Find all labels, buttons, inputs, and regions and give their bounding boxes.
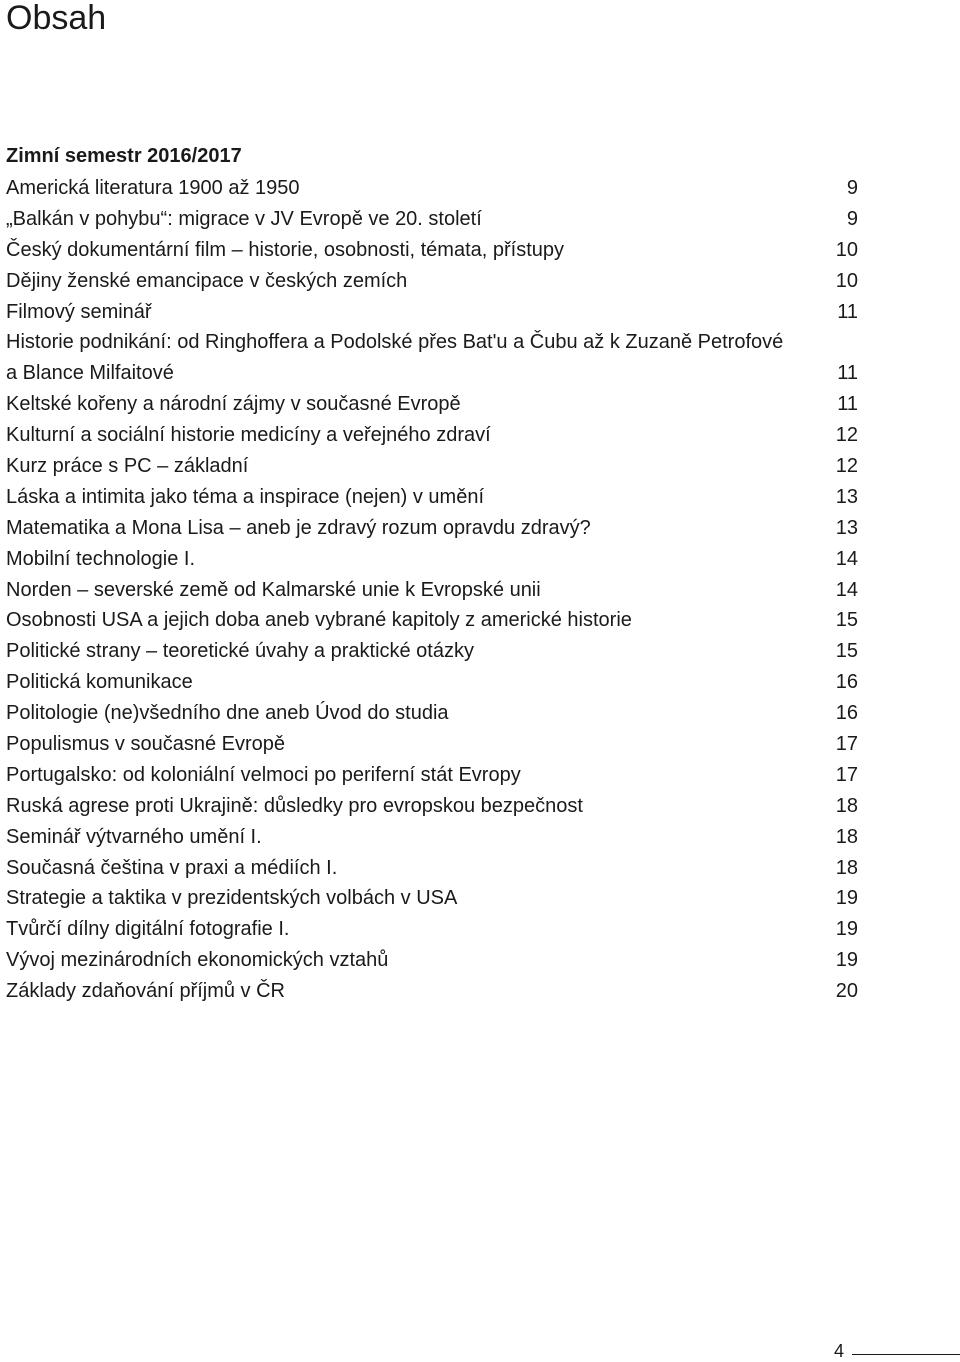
toc-entry-title: Základy zdaňování příjmů v ČR bbox=[6, 980, 286, 1003]
toc-entry[interactable] bbox=[6, 513, 858, 544]
toc-entry-page: 19 bbox=[835, 918, 858, 941]
toc-entry-page: 12 bbox=[835, 455, 858, 478]
toc-entry[interactable] bbox=[6, 945, 858, 976]
semester-heading: Zimní semestr 2016/2017 bbox=[6, 145, 242, 167]
toc-entry-title: Mobilní technologie I. bbox=[6, 547, 196, 570]
toc-entry-page: 15 bbox=[835, 640, 858, 663]
toc-entry-page: 15 bbox=[835, 609, 858, 632]
toc-entry-title: Kurz práce s PC – základní bbox=[6, 455, 249, 478]
toc-entry[interactable] bbox=[6, 976, 858, 1007]
toc-entry-title: „Balkán v pohybu“: migrace v JV Evropě ve 20. století bbox=[6, 207, 482, 230]
toc-entry-title: Americká literatura 1900 až 1950 bbox=[6, 177, 300, 199]
toc-entry-title: Český dokumentární film – historie, osobnosti, témata, přístupy bbox=[6, 238, 565, 261]
toc-entry-page: 11 bbox=[837, 362, 858, 385]
toc-entry[interactable] bbox=[6, 173, 858, 204]
toc-entry-page: 18 bbox=[835, 794, 858, 817]
toc-entry-title: Historie podnikání: od Ringhoffera a Podolské přes Bat'u a Čubu až k Zuzaně Petrofové bbox=[6, 331, 784, 354]
toc-entry-page: 13 bbox=[835, 516, 858, 539]
toc-entry-title: Politické strany – teoretické úvahy a praktické otázky bbox=[6, 640, 474, 663]
toc-entry-page: 14 bbox=[835, 578, 858, 601]
toc-entry-title: Dějiny ženské emancipace v českých zemích bbox=[6, 269, 408, 292]
toc-entry-page: 19 bbox=[835, 949, 858, 972]
toc-entry-page: 18 bbox=[835, 825, 858, 848]
toc-entry[interactable] bbox=[6, 544, 858, 575]
page-number: 4 bbox=[834, 1341, 845, 1361]
toc-entry[interactable] bbox=[6, 883, 858, 914]
toc-entry-title: Politologie (ne)všedního dne aneb Úvod do studia bbox=[6, 702, 449, 725]
toc-entry-title: Strategie a taktika v prezidentských volbách v USA bbox=[6, 887, 458, 910]
toc-entry-page: 11 bbox=[837, 300, 858, 323]
toc-entry-page: 16 bbox=[835, 702, 858, 725]
toc-entry-title: Norden – severské země od Kalmarské unie k Evropské unii bbox=[6, 578, 541, 601]
page-title: Obsah bbox=[6, 0, 107, 37]
toc-entry[interactable] bbox=[6, 575, 858, 606]
toc-entry-page: 16 bbox=[835, 671, 858, 694]
toc-entry-page: 19 bbox=[835, 887, 858, 910]
toc-entry[interactable] bbox=[6, 698, 858, 729]
toc-entry-title: Seminář výtvarného umění I. bbox=[6, 825, 262, 848]
toc-entry-title: Populismus v současné Evropě bbox=[6, 733, 286, 756]
toc-entry-title: Tvůrčí dílny digitální fotografie I. bbox=[6, 918, 290, 941]
toc-entry[interactable] bbox=[6, 760, 858, 791]
toc-entry[interactable] bbox=[6, 482, 858, 513]
toc-entry-page: 18 bbox=[835, 856, 858, 879]
toc-entry-title-continuation: a Blance Milfaitové bbox=[6, 362, 174, 385]
toc-entry[interactable] bbox=[6, 389, 858, 420]
toc-entry-page: 14 bbox=[835, 547, 858, 570]
toc-entry[interactable] bbox=[6, 822, 858, 853]
toc-entry[interactable] bbox=[6, 636, 858, 667]
toc-entry-page: 10 bbox=[835, 238, 858, 261]
toc-entry-page: 9 bbox=[846, 177, 858, 199]
toc-entry-page: 11 bbox=[837, 393, 858, 416]
toc-entry-title: Matematika a Mona Lisa – aneb je zdravý rozum opravdu zdravý? bbox=[6, 516, 591, 539]
toc-entry-title: Portugalsko: od koloniální velmoci po periferní stát Evropy bbox=[6, 763, 521, 786]
toc-entry-title: Filmový seminář bbox=[6, 300, 152, 323]
page-footer bbox=[830, 1341, 960, 1362]
toc-entry-page: 10 bbox=[835, 269, 858, 292]
toc-entry-page: 13 bbox=[835, 485, 858, 508]
toc-entry[interactable] bbox=[6, 204, 858, 235]
toc-entry[interactable] bbox=[6, 605, 858, 636]
toc-entry-title: Vývoj mezinárodních ekonomických vztahů bbox=[6, 949, 389, 972]
toc-entry-page: 9 bbox=[846, 207, 858, 230]
toc-entry-title: Kulturní a sociální historie medicíny a veřejného zdraví bbox=[6, 424, 491, 447]
toc-entry-page: 17 bbox=[835, 733, 858, 756]
toc-entry[interactable] bbox=[6, 791, 858, 822]
toc-entry-title: Současná čeština v praxi a médiích I. bbox=[6, 856, 338, 879]
toc-entry[interactable] bbox=[6, 667, 858, 698]
toc-entry[interactable] bbox=[6, 853, 858, 884]
toc-entry[interactable] bbox=[6, 266, 858, 297]
toc-entry-title: Politická komunikace bbox=[6, 671, 193, 694]
toc-entry-title: Láska a intimita jako téma a inspirace (nejen) v umění bbox=[6, 485, 485, 508]
toc-entry-page: 17 bbox=[835, 763, 858, 786]
toc-entry-page: 12 bbox=[835, 424, 858, 447]
footer-rule bbox=[852, 1354, 960, 1355]
toc-entry[interactable] bbox=[6, 729, 858, 760]
toc-entry-title: Keltské kořeny a národní zájmy v současné Evropě bbox=[6, 393, 461, 416]
toc-entry[interactable] bbox=[6, 914, 858, 945]
toc-entry[interactable] bbox=[6, 235, 858, 266]
toc-list bbox=[6, 173, 858, 1007]
toc-entry[interactable] bbox=[6, 297, 858, 328]
toc-entry[interactable] bbox=[6, 420, 858, 451]
toc-entry-title: Osobnosti USA a jejich doba aneb vybrané kapitoly z americké historie bbox=[6, 609, 632, 632]
toc-entry[interactable] bbox=[6, 451, 858, 482]
toc-entry-title: Ruská agrese proti Ukrajině: důsledky pro evropskou bezpečnost bbox=[6, 794, 583, 817]
toc-entry-page: 20 bbox=[835, 980, 858, 1003]
toc-entry[interactable] bbox=[6, 327, 858, 389]
